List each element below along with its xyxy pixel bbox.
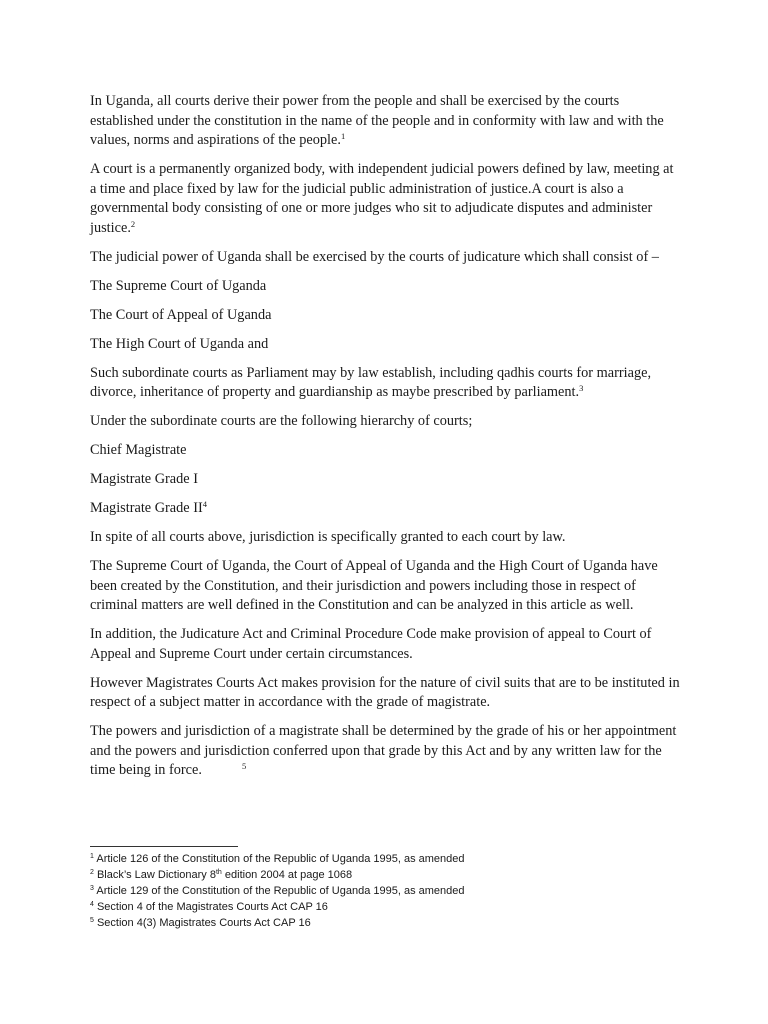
footnotes [90,851,690,931]
footnote-ref-4[interactable]: 4 [202,499,207,509]
paragraph-judicial-power: The judicial power of Uganda shall be exercised by the courts of judicature which shall consist of – [90,248,659,265]
paragraph-judicature-act: In addition, the Judicature Act and Criminal Procedure Code make provision of appeal to Court of Appeal and Supreme Court under certain circumstances. [90,626,652,662]
footnote-2: $^2$ Black’s Law Dictionary 8th edition 2004 at page 1068 [90,869,353,881]
paragraph-magistrates-act: However Magistrates Courts Act makes provision for the nature of civil suits that are to be instituted in respect of a subject matter in accordance with the grade of magistrate. [90,674,680,710]
footnote-ref-1[interactable]: 1 [340,131,346,141]
footnote-4: $^4$ Section 4 of the Magistrates Courts Act CAP 16 [90,901,328,913]
paragraph-subordinate-courts: Such subordinate courts as Parliament may by law establish, including qadhis courts for marriage, divorce, inheritance of property and guardianship as maybe prescribed by parliament.$^3$ [90,364,652,400]
paragraph-court-definition: A court is a permanently organized body, with independent judicial powers defined by law, meeting at a time and place fixed by law for the judicial public administration of justice.A court is also a governmental body consisting of one or more judges who sit to adjudicate disputes and administer justice.$^2$ [90,161,674,236]
paragraph-magistrate-powers: The powers and jurisdiction of a magistrate shall be determined by the grade of his or her appointment and the powers and jurisdiction conferred upon that grade by this Act and by any written law for the time being in force. $^5$ [90,723,677,778]
list-item-chief-magistrate: Chief Magistrate [90,442,187,458]
footnote-1: $^1$ Article 126 of the Constitution of the Republic of Uganda 1995, as amended [90,853,465,865]
paragraph-jurisdiction: In spite of all courts above, jurisdiction is specifically granted to each court by law. [90,529,566,545]
list-item-high-court: The High Court of Uganda and [90,335,269,352]
list-item-supreme-court: The Supreme Court of Uganda [90,277,267,294]
list-item-magistrate-grade-1: Magistrate Grade I [90,471,198,487]
list-item-court-of-appeal: The Court of Appeal of Uganda [90,306,272,323]
footnote-3: $^3$ Article 129 of the Constitution of the Republic of Uganda 1995, as amended [90,885,465,897]
footnote-ref-3[interactable]: 3 [579,383,584,393]
footnote-ref-2[interactable]: 2 [130,218,136,229]
paragraph-courts-power: In Uganda, all courts derive their power from the people and shall be exercised by the courts established under the constitution in the name of the people and in conformity with law and with the values, norms and aspirations of the people.$^1$ [90,93,664,148]
document-body [90,92,682,790]
list-item-magistrate-grade-2: Magistrate Grade $II^4$ [90,499,207,516]
footnote-ref-5[interactable]: 5 [241,761,247,771]
paragraph-constitution-courts: The Supreme Court of Uganda, the Court of Appeal of Uganda and the High Court of Uganda have been created by the Constitution, and their jurisdiction and powers including those in respect of criminal matters are well defined in the Constitution and can be analyzed in this article as well. [90,558,658,613]
paragraph-hierarchy: Under the subordinate courts are the following hierarchy of courts; [90,413,473,429]
footnote-separator [90,846,238,847]
footnote-5: $^5$ Section 4(3) Magistrates Courts Act CAP 16 [90,917,311,929]
